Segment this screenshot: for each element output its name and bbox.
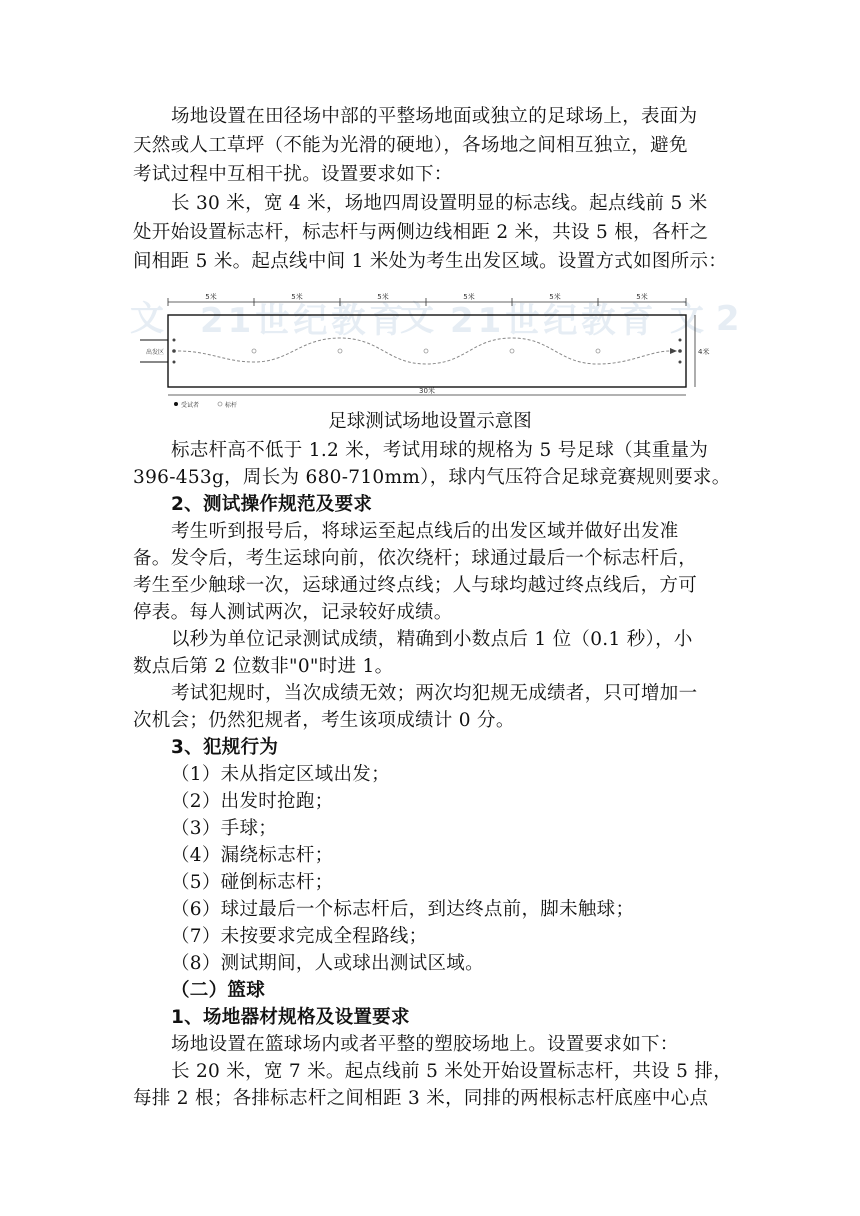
text-line: 场地设置在篮球场内或者平整的塑胶场地上。设置要求如下：	[171, 1034, 679, 1055]
text-line: 考试犯规时，当次成绩无效；两次均犯规无成绩者，只可增加一	[171, 683, 698, 704]
legend-pole: 标杆	[225, 402, 238, 409]
segment-label: 5米	[377, 293, 389, 301]
text-line: 长 20 米，宽 7 米。起点线前 5 米处开始设置标志杆，共设 5 排，	[171, 1061, 732, 1082]
text-line: 每排 2 根；各排标志杆之间相距 3 米，同排的两根标志杆底座中心点	[133, 1088, 709, 1109]
segment-label: 5米	[291, 293, 303, 301]
list-item: （6）球过最后一个标志杆后，到达终点前，脚未触球；	[171, 899, 635, 920]
list-item: （1）未从指定区域出发；	[171, 764, 390, 785]
text-line: 考试过程中互相干扰。设置要求如下：	[133, 164, 453, 185]
list-item: （5）碰倒标志杆；	[171, 872, 334, 893]
poles	[252, 349, 600, 353]
text-line: 处开始设置标志杆，标志杆与两侧边线相距 2 米，共设 5 根，各杆之	[133, 222, 709, 243]
text-line: 备。发令后，考生运球向前，依次绕杆；球通过最后一个标志杆后，	[133, 548, 698, 569]
svg-text:文 2: 文 2	[670, 299, 740, 339]
text-line: 考生至少触球一次，运球通过终点线；人与球均越过终点线后，方可	[133, 575, 698, 596]
svg-text:21世纪教育: 21世纪教育	[450, 301, 658, 341]
svg-text:文: 文	[400, 299, 434, 339]
svg-text:21世纪教育: 21世纪教育	[200, 301, 408, 341]
text-line: 天然或人工草坪（不能为光滑的硬地），各场地之间相互独立，避免	[133, 135, 688, 156]
segment-label: 5米	[205, 293, 217, 301]
watermark	[130, 299, 740, 341]
list-item: （4）漏绕标志杆；	[171, 845, 334, 866]
section-heading: 2、测试操作规范及要求	[171, 494, 373, 515]
list-item: （3）手球；	[171, 818, 278, 839]
figure-caption: 足球测试场地设置示意图	[328, 411, 532, 432]
section-heading: （二）篮球	[171, 980, 266, 1001]
section-heading: 3、犯规行为	[171, 737, 279, 758]
text-line: 长 30 米，宽 4 米，场地四周设置明显的标志线。起点线前 5 米	[171, 193, 708, 214]
list-item: （8）测试期间，人或球出测试区域。	[171, 953, 484, 974]
segment-label: 5米	[463, 293, 475, 301]
field-diagram	[130, 282, 740, 410]
text-line: 停表。每人测试两次，记录较好成绩。	[133, 602, 453, 623]
segment-label: 5米	[549, 293, 561, 301]
segment-label: 5米	[636, 293, 648, 301]
list-item: （7）未按要求完成全程路线；	[171, 926, 428, 947]
text-line: 标志杆高不低于 1.2 米，考试用球的规格为 5 号足球（其重量为	[171, 440, 709, 461]
start-area-label: 出发区	[146, 349, 165, 356]
text-line: 数点后第 2 位数非"0"时进 1。	[133, 656, 394, 677]
svg-text:文: 文	[130, 299, 164, 339]
text-line: 间相距 5 米。起点线中间 1 米处为考生出发区域。设置方式如图所示：	[133, 251, 728, 272]
text-line: 场地设置在田径场中部的平整场地面或独立的足球场上，表面为	[171, 106, 698, 127]
text-line: 次机会；仍然犯规者，考生该项成绩计 0 分。	[133, 710, 515, 731]
text-line: 考生听到报号后，将球运至起点线后的出发区域并做好出发准	[171, 521, 679, 542]
list-item: （2）出发时抢跑；	[171, 791, 334, 812]
width-label: 4米	[698, 348, 710, 356]
section-heading: 1、场地器材规格及设置要求	[171, 1007, 410, 1028]
legend-examinee: 受试者	[181, 402, 200, 409]
text-line: 396-453g，周长为 680-710mm），球内气压符合足球竞赛规则要求。	[133, 467, 731, 488]
text-line: 以秒为单位记录测试成绩，精确到小数点后 1 位（0.1 秒），小	[171, 629, 693, 650]
length-label: 30米	[419, 387, 435, 395]
